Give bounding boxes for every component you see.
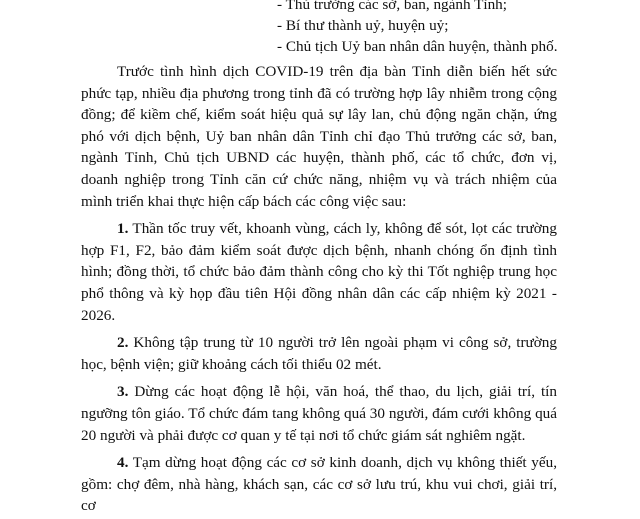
item-number: 3. <box>117 383 129 401</box>
item-number: 2. <box>117 334 129 352</box>
recipients-list <box>277 0 617 57</box>
recipient-line: - Thủ trưởng các sở, ban, ngành Tỉnh; <box>277 0 507 13</box>
directive-item-2 <box>81 332 557 375</box>
item-text: Tạm dừng hoạt động các cơ sở kinh doanh, dịch vụ không thiết yếu, gồm: chợ đêm, nhà hàng, khách sạn, các cơ sở lưu trú, khu vui chơi, giải trí, cơ <box>81 454 557 515</box>
directive-item-4 <box>81 452 557 517</box>
item-text: Không tập trung từ 10 người trở lên ngoài phạm vi công sở, trường học, bệnh viện; giữ khoảng cách tối thiểu 02 mét. <box>81 334 557 373</box>
item-number: 4. <box>117 454 129 472</box>
recipient-line: - Chủ tịch Uỷ ban nhân dân huyện, thành phố. <box>277 38 558 55</box>
directive-item-3 <box>81 381 557 446</box>
item-text: Dừng các hoạt động lễ hội, văn hoá, thể thao, du lịch, giải trí, tín ngưỡng tôn giáo. Tổ chức đám tang không quá 30 người, đám cưới không quá 20 người và phải được cơ quan y tế tại nơi tổ chức giám sát nghiêm ngặt. <box>81 383 557 444</box>
item-text: Thần tốc truy vết, khoanh vùng, cách ly, không để sót, lọt các trường hợp F1, F2, bảo đảm kiểm soát được dịch bệnh, nhanh chóng ổn định tình hình; đồng thời, tổ chức bảo đảm thành công cho kỳ thi Tốt nghiệp trung học phổ thông và kỳ họp đầu tiên Hội đồng nhân dân các cấp nhiệm kỳ 2021 - 2026. <box>81 220 557 324</box>
item-number: 1. <box>117 220 129 238</box>
intro-paragraph: Trước tình hình dịch COVID-19 trên địa bàn Tỉnh diễn biến hết sức phức tạp, nhiều địa phương trong tỉnh đã có trường hợp lây nhiễm trong cộng đồng; để kiềm chế, kiểm soát hiệu quả sự lây lan, chủ động ngăn chặn, ứng phó với dịch bệnh, Uỷ ban nhân dân Tỉnh chỉ đạo Thủ trưởng các sở, ban, ngành Tỉnh, Chủ tịch UBND các huyện, thành phố, các tổ chức, đơn vị, doanh nghiệp trong Tỉnh căn cứ chức năng, nhiệm vụ và trách nhiệm của mình triển khai thực hiện cấp bách các công việc sau: <box>81 63 557 210</box>
document-body <box>81 61 557 519</box>
recipient-line: - Bí thư thành uỷ, huyện uỷ; <box>277 17 449 34</box>
directive-item-1 <box>81 218 557 326</box>
